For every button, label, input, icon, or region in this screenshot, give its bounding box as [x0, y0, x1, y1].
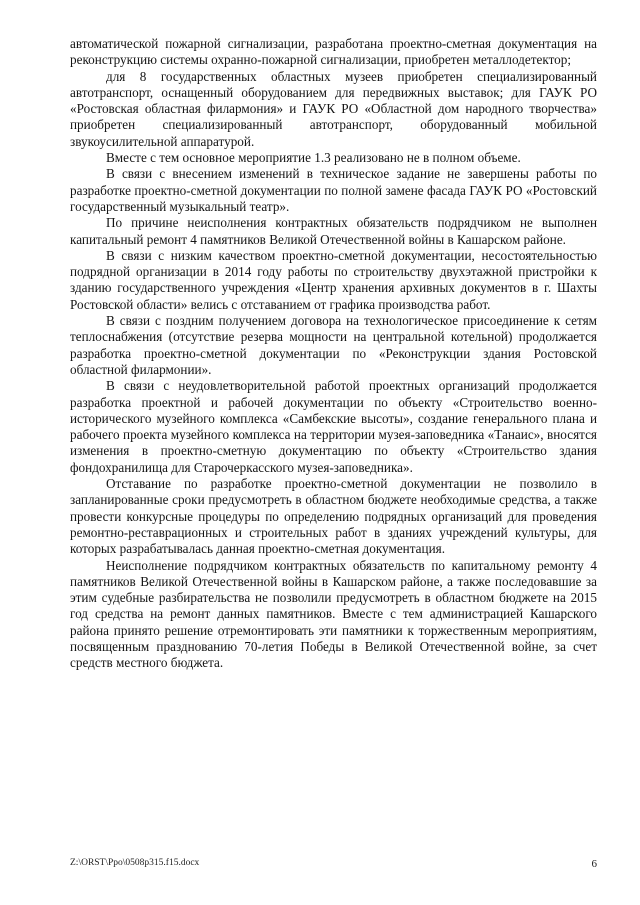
paragraph: для 8 государственных областных музеев приобретен специализированный автотранспорт, оснащенный оборудованием для передвижных выставок; для ГАУК РО «Ростовская областная филармония» и ГАУК РО «Областной дом народного творчества» приобретен специализированный автотранспорт, оборудованный мобильной звукоусилительной аппаратурой.: [70, 68, 597, 149]
paragraph: Вместе с тем основное мероприятие 1.3 реализовано не в полном объеме.: [106, 150, 521, 166]
document-body: [70, 36, 597, 672]
paragraph: В связи с низким качеством проектно-сметной документации, несостоятельностью подрядной организации в 2014 году работы по строительству двухэтажной пристройки к зданию государственного учреждения «Центр хранения архивных документов в г. Шахты Ростовской области» велись с отставанием от графика производства работ.: [70, 247, 597, 312]
paragraph: Отставание по разработке проектно-сметной документации не позволило в запланированные сроки предусмотреть в областном бюджете необходимые средства, а также провести конкурсные процедуры по определению подрядных организаций для проведения ремонтно-реставрационных и строительных работ в зданиях учреждений культуры, для которых разрабатывалась данная проектно-сметная документация.: [70, 476, 597, 557]
paragraph: В связи с внесением изменений в техническое задание не завершены работы по разработке проектно-сметной документации по полной замене фасада ГАУК РО «Ростовский государственный музыкальный театр».: [70, 166, 597, 214]
paragraph: По причине неисполнения контрактных обязательств подрядчиком не выполнен капитальный ремонт 4 памятников Великой Отечественной войны в Кашарском районе.: [70, 215, 597, 247]
paragraph: В связи с поздним получением договора на технологическое присоединение к сетям теплоснабжения (отсутствие резерва мощности на центральной котельной) продолжается разработка проектно-сметной документации по «Реконструкции здания Ростовской областной филармонии».: [70, 313, 597, 377]
paragraph: Неисполнение подрядчиком контрактных обязательств по капитальному ремонту 4 памятников Великой Отечественной войны в Кашарском районе, а также последовавшие за этим судебные разбирательства не позволили предусмотреть в областном бюджете на 2015 год средства на ремонт данных памятников. Вместе с тем администрацией Кашарского района принято решение отремонтировать эти памятники к торжественным мероприятиям, посвященным празднованию 70-летия Победы в Великой Отечественной войне, за счет средств местного бюджета.: [70, 557, 597, 671]
paragraph: автоматической пожарной сигнализации, разработана проектно-сметная документация на реконструкцию системы охранно-пожарной сигнализации, приобретен металлодетектор;: [70, 36, 597, 68]
paragraph: В связи с неудовлетворительной работой проектных организаций продолжается разработка проектной и рабочей документации по объекту «Строительство военно-исторического музейного комплекса «Самбекские высоты», создание генерального плана и рабочего проекта музейного комплекса на территории музея-заповедника «Танаис», вносятся изменения в проектно-сметную документацию по объекту «Строительство здания фондохранилища для Старочеркасского музея-заповедника».: [70, 378, 597, 475]
page-number: 6: [591, 858, 597, 870]
file-path: Z:\ORST\Ppo\0508p315.f15.docx: [70, 858, 200, 868]
